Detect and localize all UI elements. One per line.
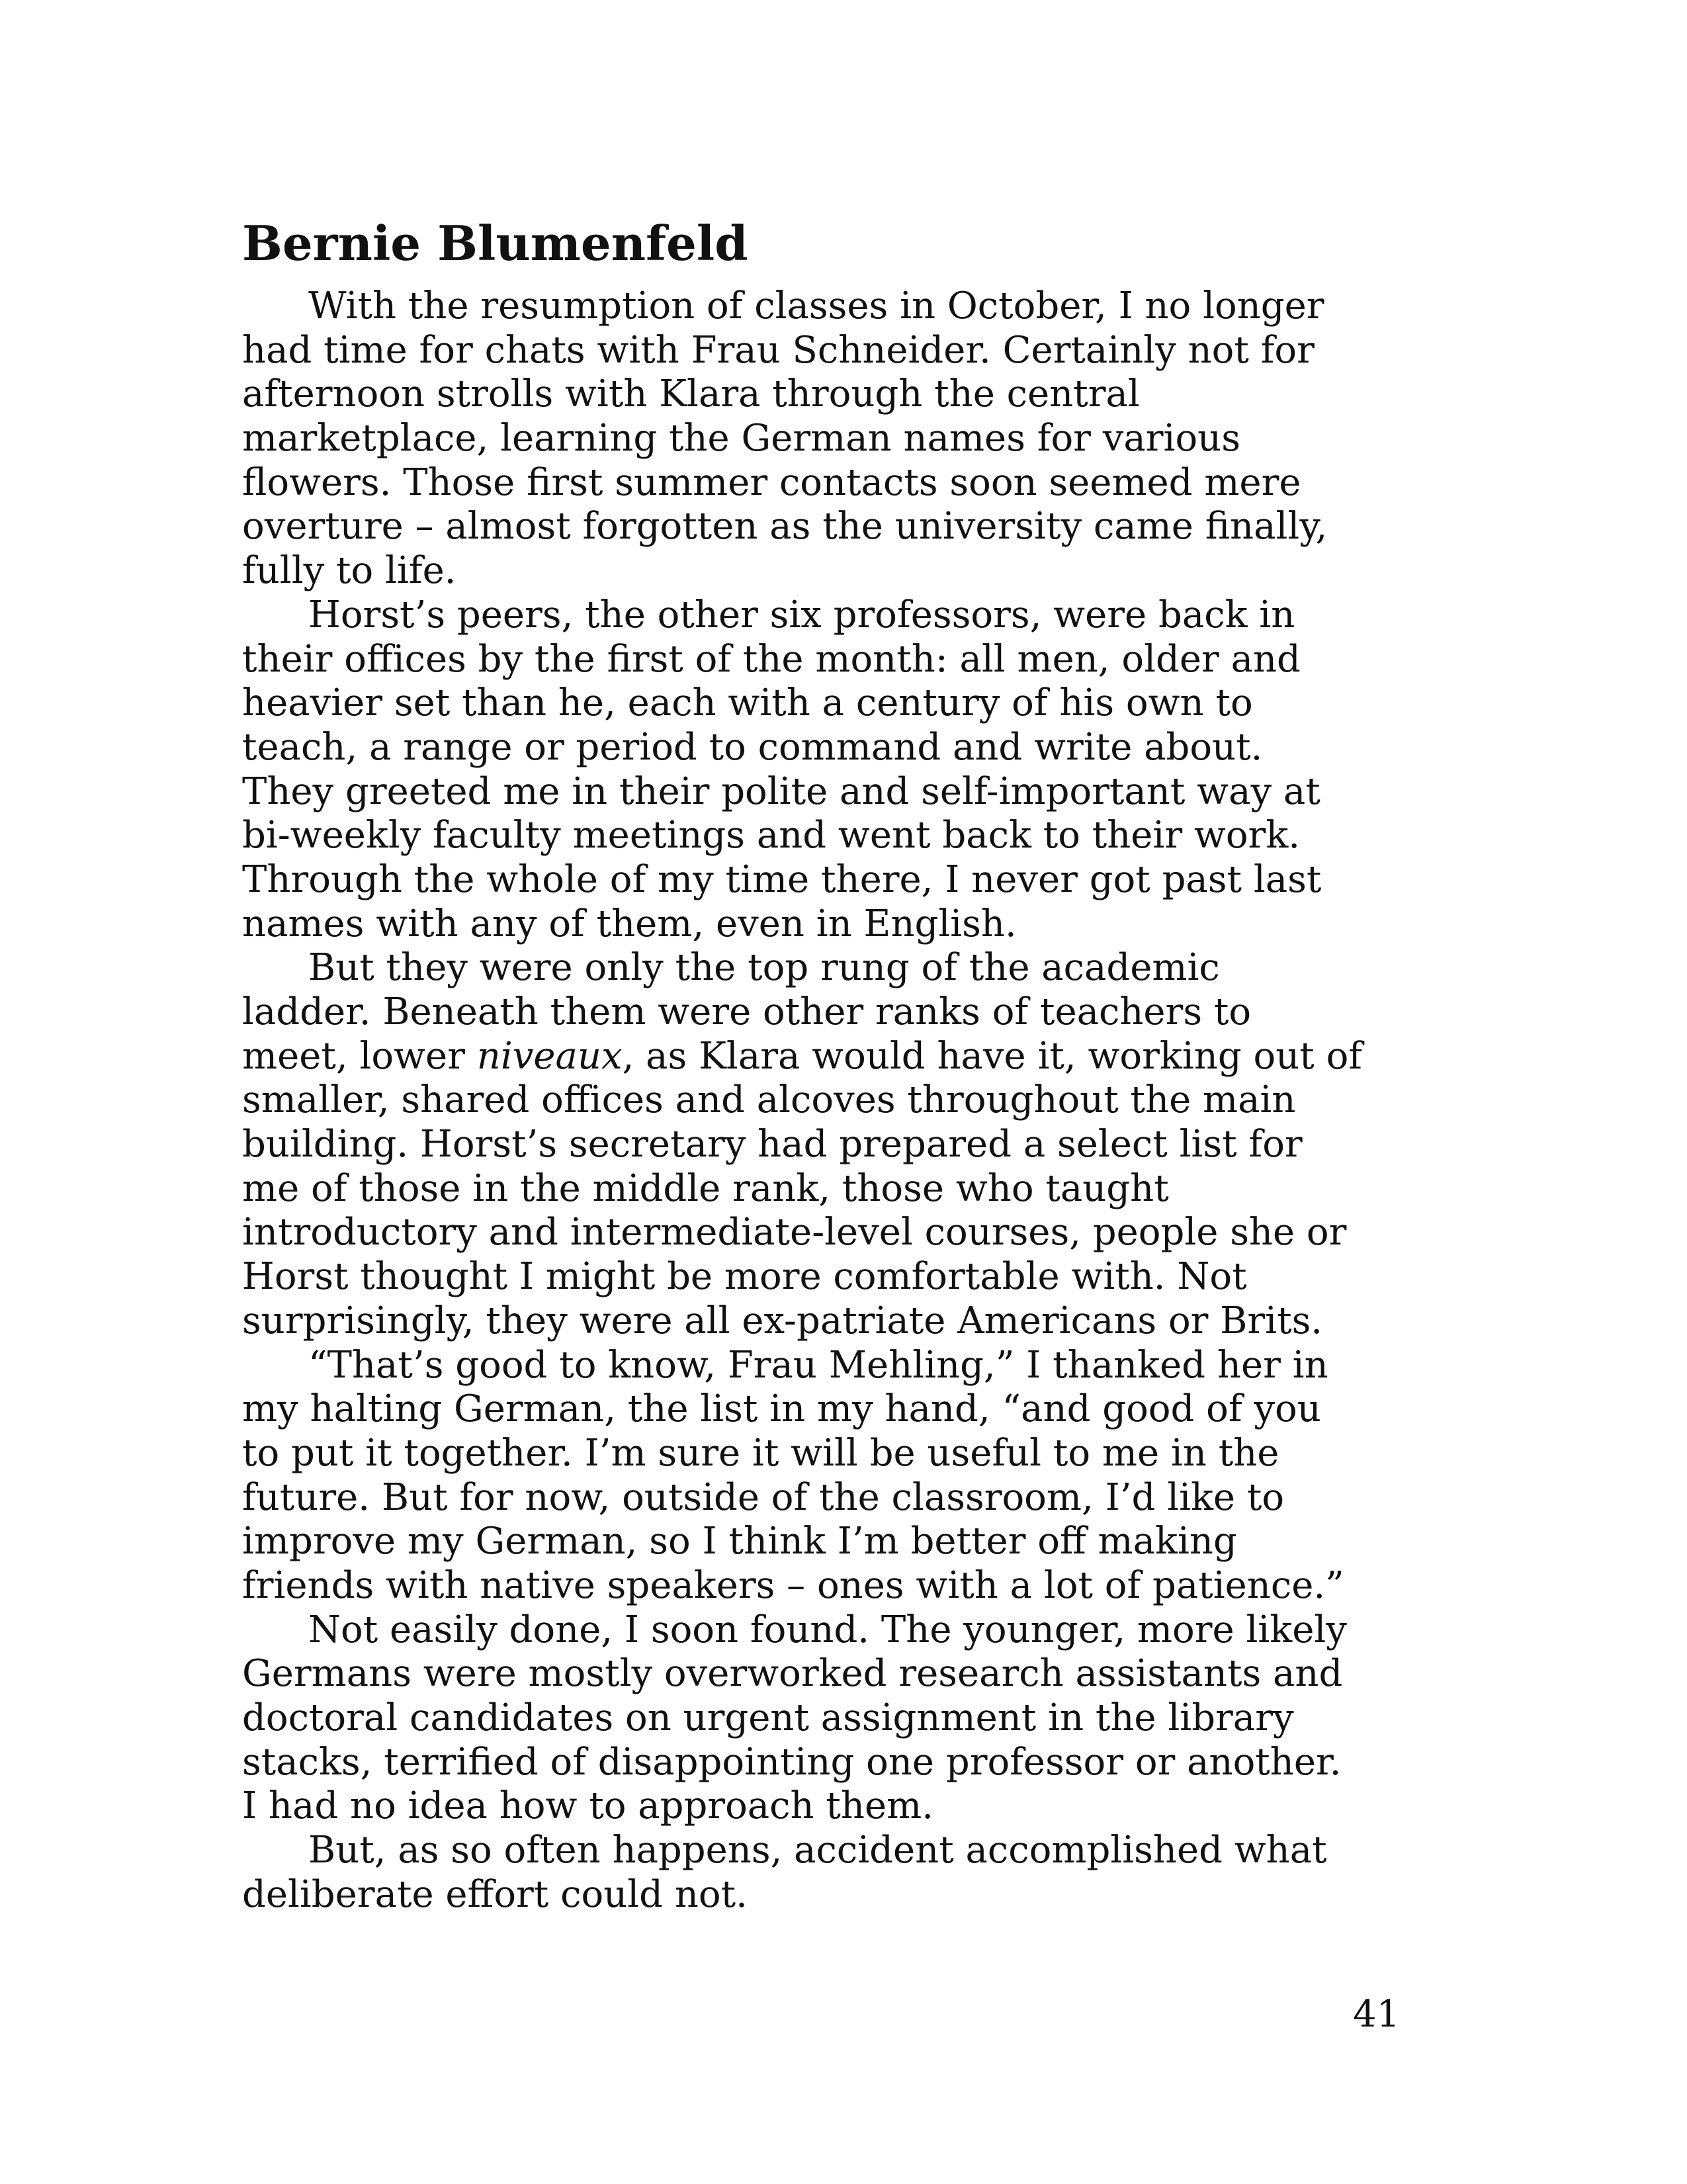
text-line: surprisingly, they were all ex-patriate Americans or Brits. (242, 1299, 1323, 1342)
body-text (242, 284, 1446, 1917)
text-line: names with any of them, even in English. (242, 902, 1017, 945)
text-line: building. Horst’s secretary had prepared a select list for (242, 1123, 1303, 1166)
text-line: stacks, terrified of disappointing one professor or another. (242, 1740, 1342, 1784)
text-line: With the resumption of classes in October, I no longer (308, 284, 1324, 328)
text-line: my halting German, the list in my hand, “and good of you (242, 1387, 1321, 1431)
text-segment: meet, lower (242, 1034, 477, 1078)
text-line: teach, a range or period to command and write about. (242, 725, 1263, 769)
paragraph (242, 1344, 1446, 1608)
text-line: afternoon strolls with Klara through the central (242, 372, 1140, 416)
text-line: Not easily done, I soon found. The younger, more likely (308, 1608, 1347, 1651)
text-line-with-italic (242, 1035, 1446, 1079)
text-line: I had no idea how to approach them. (242, 1784, 934, 1828)
text-line: overture – almost forgotten as the university came finally, (242, 505, 1328, 548)
text-line: But they were only the top rung of the academic (308, 946, 1220, 990)
text-line: their offices by the first of the month: all men, older and (242, 637, 1301, 681)
text-line: fully to life. (242, 549, 456, 593)
text-line: Horst thought I might be more comfortable with. Not (242, 1255, 1247, 1299)
paragraph (242, 946, 1446, 1343)
text-line: heavier set than he, each with a century of his own to (242, 681, 1253, 725)
paragraph (242, 1608, 1446, 1829)
italic-word: niveaux (476, 1034, 623, 1078)
text-line: Germans were mostly overworked research assistants and (242, 1652, 1343, 1696)
text-line: to put it together. I’m sure it will be useful to me in the (242, 1431, 1279, 1475)
text-line: bi-weekly faculty meetings and went back to their work. (242, 814, 1301, 857)
text-line: “That’s good to know, Frau Mehling,” I thanked her in (308, 1343, 1328, 1387)
text-line: deliberate effort could not. (242, 1872, 748, 1916)
text-line: improve my German, so I think I’m better off making (242, 1520, 1237, 1563)
paragraph (242, 284, 1446, 593)
text-line: had time for chats with Frau Schneider. Certainly not for (242, 328, 1315, 372)
text-line: smaller, shared offices and alcoves throughout the main (242, 1078, 1296, 1122)
text-line: They greeted me in their polite and self-important way at (242, 769, 1320, 813)
text-line: me of those in the middle rank, those who taught (242, 1166, 1169, 1210)
text-line: friends with native speakers – ones with a lot of patience.” (242, 1563, 1344, 1607)
text-line: flowers. Those first summer contacts soon seemed mere (242, 460, 1301, 504)
page-number: 41 (1353, 1993, 1401, 2036)
text-line: marketplace, learning the German names for various (242, 417, 1240, 460)
chapter-heading: Bernie Blumenfeld (242, 215, 748, 271)
text-line: Through the whole of my time there, I never got past last (242, 857, 1322, 901)
text-line: future. But for now, outside of the classroom, I’d like to (242, 1475, 1285, 1519)
text-line: But, as so often happens, accident accomplished what (308, 1829, 1327, 1872)
paragraph (242, 1829, 1446, 1917)
text-line: ladder. Beneath them were other ranks of teachers to (242, 990, 1252, 1033)
text-segment: , as Klara would have it, working out of (622, 1034, 1363, 1078)
paragraph (242, 593, 1446, 947)
text-line: Horst’s peers, the other six professors, were back in (308, 593, 1295, 636)
text-line: doctoral candidates on urgent assignment in the library (242, 1696, 1294, 1739)
text-line: introductory and intermediate-level courses, people she or (242, 1211, 1347, 1254)
